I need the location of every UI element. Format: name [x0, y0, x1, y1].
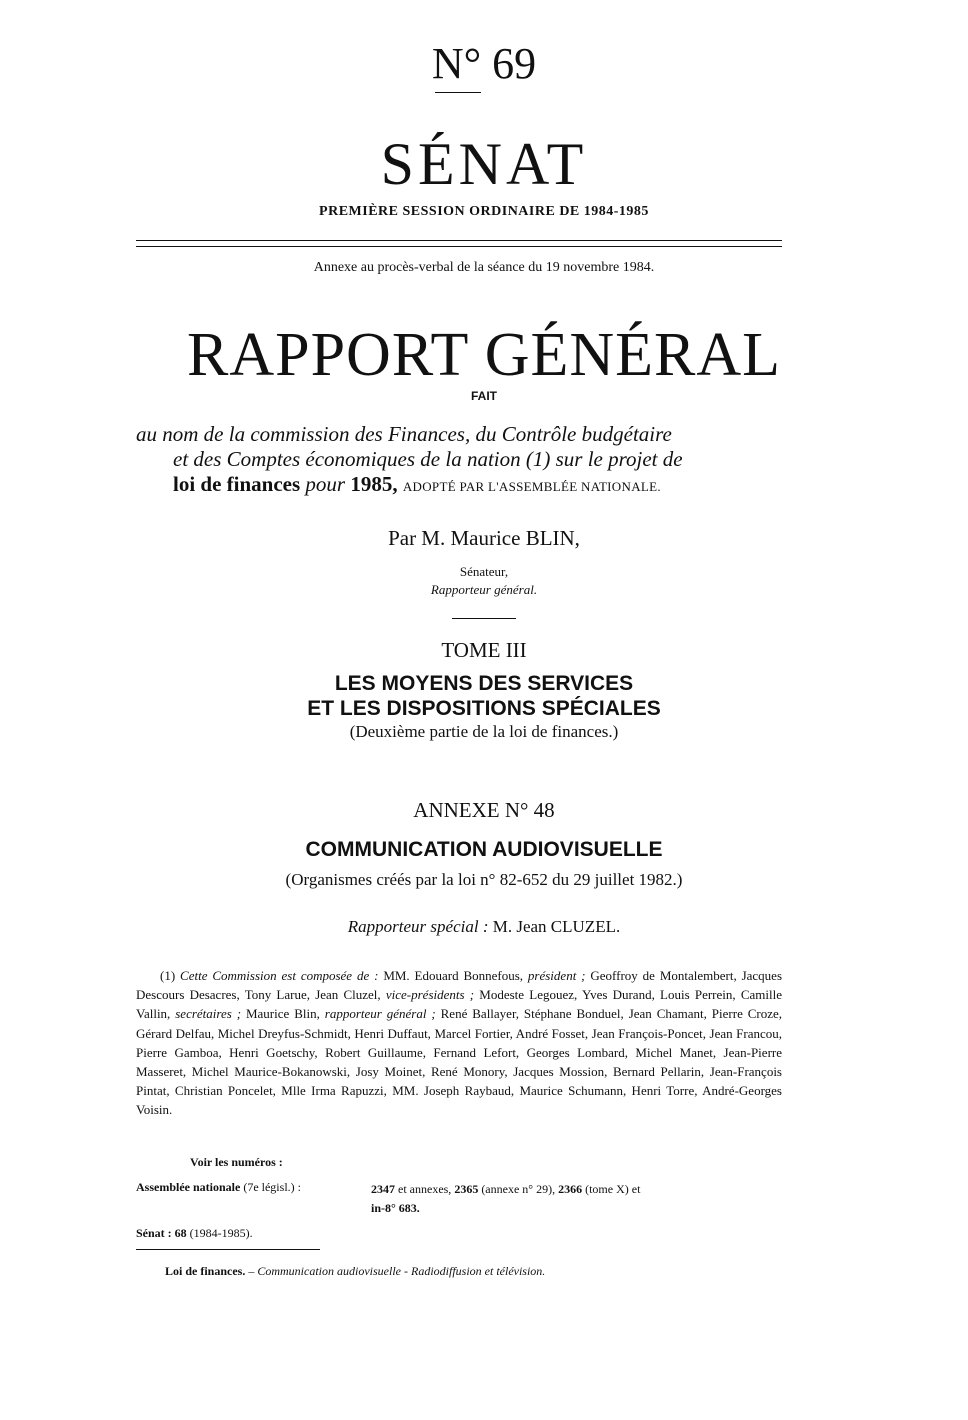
ref-text-1: et annexes,	[398, 1182, 452, 1196]
subject-dash: –	[248, 1264, 255, 1278]
finance-bill-label: loi de finances	[173, 472, 301, 496]
fait-label: FAIT	[471, 389, 497, 403]
senate-reference	[136, 1226, 253, 1241]
tome-part: (Deuxième partie de la loi de finances.)	[349, 722, 619, 741]
annex-title: COMMUNICATION AUDIOVISUELLE	[305, 838, 663, 861]
footnote-intro: Cette Commission est composée de :	[180, 968, 379, 983]
commission-statement	[136, 422, 784, 499]
footnote-text-3: Modeste Legouez, Yves Durand, Louis Perrein, Camille Vallin,	[136, 987, 782, 1022]
tome-subtitle-2: ET LES DISPOSITIONS SPÉCIALES	[307, 697, 661, 720]
senate-year: (1984-1985).	[189, 1226, 253, 1240]
subject-line	[165, 1264, 545, 1279]
commission-line-1: au nom de la commission des Finances, du Contrôle budgétaire	[136, 422, 672, 446]
footnote-text-4: Maurice Blin,	[245, 1006, 320, 1022]
session-line: PREMIÈRE SESSION ORDINAIRE DE 1984-1985	[319, 204, 649, 219]
assembly-label	[136, 1180, 301, 1195]
annex-organisms: (Organismes créés par la loi n° 82-652 du 29 juillet 1982.)	[285, 870, 683, 889]
subject-italic: Communication audiovisuelle - Radiodiffusion et télévision.	[257, 1264, 546, 1278]
rapporteur-label: Rapporteur spécial :	[347, 917, 489, 936]
references-separator	[136, 1249, 320, 1250]
annex-note: Annexe au procès-verbal de la séance du 19 novembre 1984.	[313, 260, 655, 275]
tome-subtitle-1: LES MOYENS DES SERVICES	[334, 672, 634, 695]
year-label: 1985,	[350, 472, 398, 496]
footnote-text-5: René Ballayer, Stéphane Bonduel, Jean Chamant, Pierre Croze, Gérard Delfau, Michel Dreyfus-Schmidt, Henri Duffaut, Marcel Fortier, André Fosset, Jean François-Poncet, Jean Francou, Pierre Gamboa, Henri Goetschy, Robert Guillaume, Fernand Lefort, Georges Lombard, Michel Manet, Jean-Pierre Masseret, Michel Maurice-Bokanowski, Josy Moinet, René Monory, Jacques Mossion, Bernard Pellarin, Jean-François Pintat, Christian Poncelet, Mlle Irma Rapuzzi, MM. Joseph Raybaud, Maurice Schumann, Henri Torre, André-Georges Voisin.	[136, 1006, 783, 1118]
commission-line-2: et des Comptes économiques de la nation (1) sur le projet de	[173, 447, 683, 471]
chamber-title: SÉNAT	[380, 131, 588, 197]
assembly-name: Assemblée nationale	[136, 1180, 241, 1194]
report-title: RAPPORT GÉNÉRAL	[186, 321, 782, 389]
footnote-role-2: vice-présidents ;	[385, 987, 475, 1003]
rapporteur-name: M. Jean CLUZEL.	[492, 917, 621, 936]
author-role-2: Rapporteur général.	[430, 582, 538, 597]
author-separator	[452, 618, 516, 619]
ref-2365: 2365	[454, 1182, 479, 1196]
pour-word: pour	[305, 472, 346, 496]
subject-bold: Loi de finances.	[165, 1264, 246, 1278]
footnote-text-1: MM. Edouard Bonnefous,	[383, 968, 524, 983]
senate-label: Sénat :	[136, 1226, 172, 1240]
footnote-role-1: président ;	[527, 968, 586, 983]
document-number: N° 69	[431, 39, 537, 88]
ref-2347: 2347	[371, 1182, 395, 1196]
see-numbers-label: Voir les numéros :	[190, 1155, 283, 1169]
number-underline	[435, 92, 481, 93]
footnote-text-2: Geoffroy de Montalembert, Jacques Descours Desacres, Tony Larue, Jean Cluzel,	[136, 968, 783, 1003]
footnote-role-3: secrétaires ;	[175, 1006, 242, 1022]
assembly-legislature: (7e législ.) :	[243, 1180, 301, 1194]
header-rule-top	[136, 240, 782, 241]
author-role-1: Sénateur,	[459, 564, 509, 579]
ref-text-2: (annexe n° 29),	[481, 1182, 556, 1196]
header-rule-bottom	[136, 246, 782, 247]
annex-label: ANNEXE N° 48	[413, 798, 555, 822]
special-rapporteur	[0, 917, 968, 937]
footnote-role-4: rapporteur général ;	[324, 1006, 436, 1022]
tome-label: TOME III	[441, 638, 527, 662]
commission-line-3	[136, 472, 784, 499]
ref-in8: in-8° 683.	[371, 1201, 420, 1215]
ref-text-3: (tome X) et	[585, 1182, 641, 1196]
footnote-marker: (1)	[160, 968, 176, 983]
adopted-note: ADOPTÉ PAR L'ASSEMBLÉE NATIONALE.	[402, 479, 661, 494]
senate-number: 68	[174, 1226, 187, 1240]
author-line: Par M. Maurice BLIN,	[388, 526, 580, 550]
ref-2366: 2366	[558, 1182, 583, 1196]
assembly-references	[371, 1180, 783, 1218]
commission-footnote	[136, 966, 782, 1120]
